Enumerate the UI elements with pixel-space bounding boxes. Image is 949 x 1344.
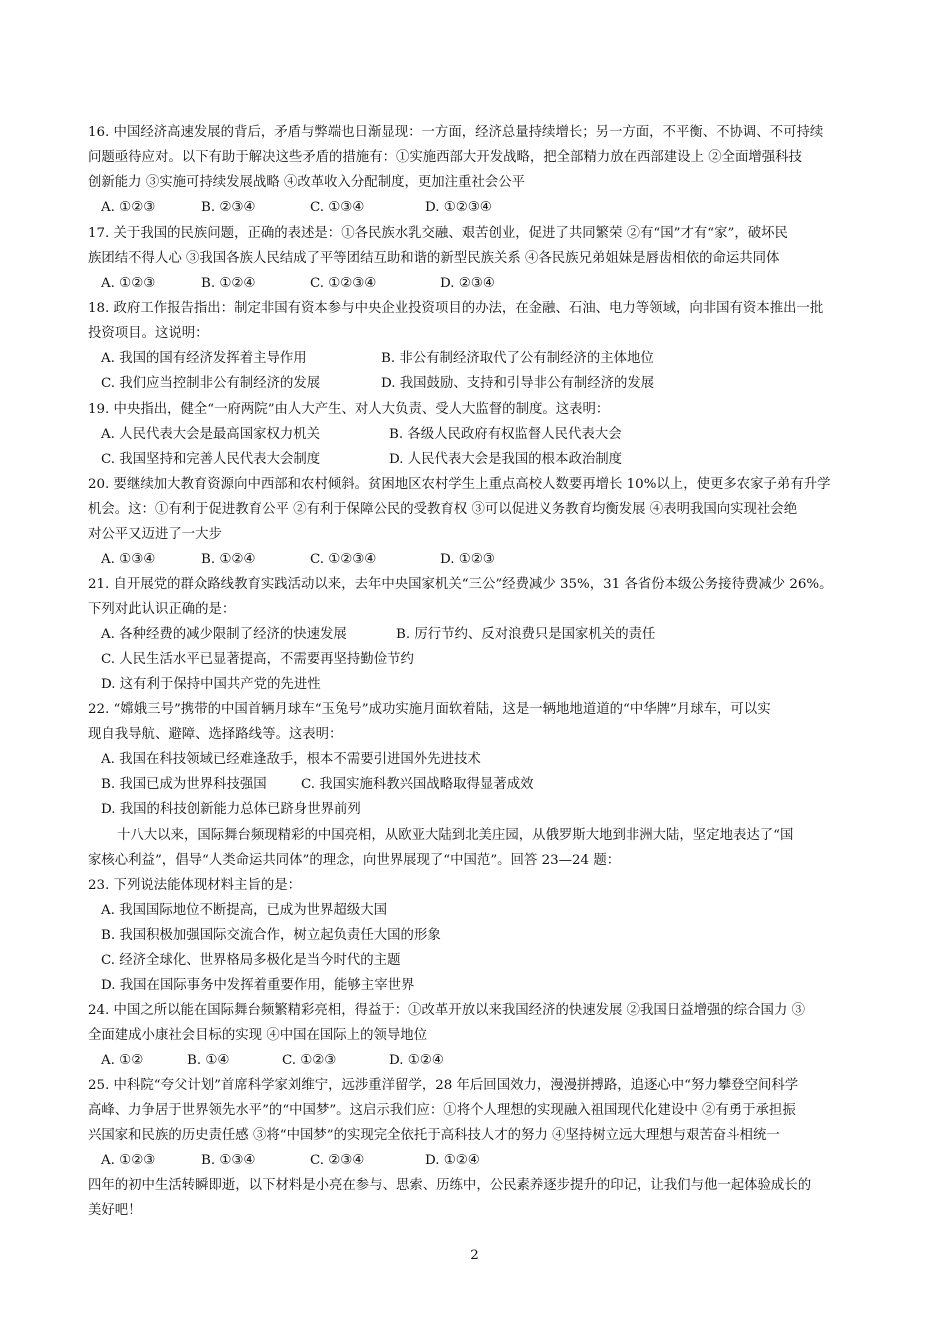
q17-option-d: D. ②③④ — [440, 276, 495, 291]
q18-option-d: D. 我国鼓励、支持和引导非公有制经济的发展 — [381, 376, 655, 391]
q23-option-a: A. 我国国际地位不断提高，已成为世界超级大国 — [101, 903, 387, 918]
q18-options-row-1 — [0, 349, 949, 369]
q20-options — [0, 550, 949, 570]
q23-option-c: C. 经济全球化、世界格局多极化是当今时代的主题 — [101, 953, 401, 968]
q19-options-row-1 — [0, 425, 949, 445]
q16-stem-line-2: 问题亟待应对。以下有助于解决这些矛盾的措施有：①实施西部大开发战略，把全部精力放在西部建设上 ②全面增强科技 — [88, 150, 802, 165]
q20-option-d: D. ①②③ — [440, 552, 495, 567]
q20-option-c: C. ①②③④ — [310, 552, 377, 567]
q16-options — [0, 198, 949, 218]
q16-option-d: D. ①②③④ — [425, 200, 492, 215]
q19-option-a: A. 人民代表大会是最高国家权力机关 — [101, 427, 321, 442]
q25-options — [0, 1151, 949, 1171]
q17-stem-line-1: 17. 关于我国的民族问题，正确的表述是：①各民族水乳交融、艰苦创业，促进了共同繁荣 ②有“国”才有“家”，破坏民 — [88, 226, 788, 241]
intro-line-1: 四年的初中生活转瞬即逝，以下材料是小亮在参与、思索、历练中，公民素养逐步提升的印记，让我们与他一起体验成长的 — [88, 1178, 812, 1193]
q21-option-b: B. 厉行节约、反对浪费只是国家机关的责任 — [396, 627, 656, 642]
q25-stem-line-2: 高峰、力争居于世界领先水平”的“中国梦”。这启示我们应：①将个人理想的实现融入祖国现代化建设中 ②有勇于承担振 — [88, 1103, 796, 1118]
q21-option-d: D. 这有利于保持中国共产党的先进性 — [101, 677, 321, 692]
q24-options — [0, 1051, 949, 1071]
q18-option-b: B. 非公有制经济取代了公有制经济的主体地位 — [381, 351, 654, 366]
q20-option-b: B. ①②④ — [201, 552, 256, 567]
q19-stem-line-1: 19. 中央指出，健全“一府两院”由人大产生、对人大负责、受人大监督的制度。这表明： — [88, 402, 610, 417]
q24-option-d: D. ①②④ — [389, 1053, 444, 1068]
q22-options-row-2 — [0, 775, 949, 795]
q17-options — [0, 274, 949, 294]
page-number: 2 — [470, 1248, 479, 1263]
q25-option-d: D. ①②④ — [425, 1153, 480, 1168]
q16-option-a: A. ①②③ — [101, 200, 156, 215]
q20-stem-line-1: 20. 要继续加大教育资源向中西部和农村倾斜。贫困地区农村学生上重点高校人数要再增长 10%以上，使更多农家子弟有升学 — [88, 477, 831, 492]
q19-options-row-2 — [0, 450, 949, 470]
q25-stem-line-3: 兴国家和民族的历史责任感 ③将“中国梦”的实现完全依托于高科技人才的努力 ④坚持树立远大理想与艰苦奋斗相统一 — [88, 1128, 780, 1143]
q25-option-a: A. ①②③ — [101, 1153, 156, 1168]
q24-option-c: C. ①②③ — [282, 1053, 337, 1068]
q20-stem-line-3: 对公平又迈进了一大步 — [88, 527, 222, 542]
material-line-2: 家核心利益”，倡导“人类命运共同体”的理念，向世界展现了“中国范”。回答 23—24 题： — [88, 853, 621, 868]
q24-option-a: A. ①② — [101, 1053, 144, 1068]
q16-option-b: B. ②③④ — [201, 200, 256, 215]
q17-option-c: C. ①②③④ — [310, 276, 377, 291]
q24-option-b: B. ①④ — [187, 1053, 230, 1068]
material-line-1: 十八大以来，国际舞台频现精彩的中国亮相，从欧亚大陆到北美庄园，从俄罗斯大地到非洲大陆，坚定地表达了“国 — [117, 828, 794, 843]
q17-stem-line-2: 族团结不得人心 ③我国各族人民结成了平等团结互助和谐的新型民族关系 ④各民族兄弟姐妹是唇齿相依的命运共同体 — [88, 251, 780, 266]
q18-options-row-2 — [0, 374, 949, 394]
q23-option-d: D. 我国在国际事务中发挥着重要作用，能够主宰世界 — [101, 978, 415, 993]
q21-stem-line-1: 21. 自开展党的群众路线教育实践活动以来，去年中央国家机关“三公”经费减少 35%，31 各省份本级公务接待费减少 26%。 — [88, 577, 833, 592]
q22-option-b: B. 我国已成为世界科技强国 — [101, 777, 267, 792]
q18-stem-line-2: 投资项目。这说明： — [88, 326, 209, 341]
q20-stem-line-2: 机会。这：①有利于促进教育公平 ②有利于保障公民的受教育权 ③可以促进义务教育均衡发展 ④表明我国向实现社会绝 — [88, 502, 798, 517]
q19-option-b: B. 各级人民政府有权监督人民代表大会 — [389, 427, 622, 442]
q25-option-b: B. ①③④ — [201, 1153, 256, 1168]
q19-option-c: C. 我国坚持和完善人民代表大会制度 — [101, 452, 321, 467]
q21-option-a: A. 各种经费的减少限制了经济的快速发展 — [101, 627, 347, 642]
q17-option-b: B. ①②④ — [201, 276, 256, 291]
q22-stem-line-2: 现自我导航、避障、选择路线等。这表明： — [88, 727, 343, 742]
q23-stem-line-1: 23. 下列说法能体现材料主旨的是： — [88, 878, 302, 893]
q17-option-a: A. ①②③ — [101, 276, 156, 291]
q16-stem-line-3: 创新能力 ③实施可持续发展战略 ④改革收入分配制度，更加注重社会公平 — [88, 175, 526, 190]
q22-option-d: D. 我国的科技创新能力总体已跻身世界前列 — [101, 802, 361, 817]
q19-option-d: D. 人民代表大会是我国的根本政治制度 — [389, 452, 623, 467]
q18-stem-line-1: 18. 政府工作报告指出：制定非国有资本参与中央企业投资项目的办法，在金融、石油、电力等领域，向非国有资本推出一批 — [88, 301, 824, 316]
intro-line-2: 美好吧！ — [88, 1203, 142, 1218]
q20-option-a: A. ①③④ — [101, 552, 156, 567]
q22-stem-line-1: 22. “嫦娥三号”携带的中国首辆月球车“玉兔号”成功实施月面软着陆，这是一辆地地道道的“中华牌”月球车，可以实 — [88, 702, 771, 717]
q16-option-c: C. ①③④ — [310, 200, 365, 215]
q24-stem-line-2: 全面建成小康社会目标的实现 ④中国在国际上的领导地位 — [88, 1028, 428, 1043]
q18-option-a: A. 我国的国有经济发挥着主导作用 — [101, 351, 307, 366]
q22-option-c: C. 我国实施科教兴国战略取得显著成效 — [301, 777, 534, 792]
q23-option-b: B. 我国积极加强国际交流合作，树立起负责任大国的形象 — [101, 928, 441, 943]
q21-option-c: C. 人民生活水平已显著提高，不需要再坚持勤俭节约 — [101, 652, 414, 667]
q25-option-c: C. ②③④ — [310, 1153, 365, 1168]
q22-option-a: A. 我国在科技领域已经难逢敌手，根本不需要引进国外先进技术 — [101, 752, 481, 767]
q25-stem-line-1: 25. 中科院“夸父计划”首席科学家刘维宁，远涉重洋留学，28 年后回国效力，漫漫拼搏路，追逐心中“努力攀登空间科学 — [88, 1078, 799, 1093]
q21-options-row-1 — [0, 625, 949, 645]
q24-stem-line-1: 24. 中国之所以能在国际舞台频繁精彩亮相，得益于：①改革开放以来我国经济的快速发展 ②我国日益增强的综合国力 ③ — [88, 1003, 805, 1018]
q21-stem-line-2: 下列对此认识正确的是： — [88, 602, 236, 617]
q18-option-c: C. 我们应当控制非公有制经济的发展 — [101, 376, 321, 391]
q16-stem-line-1: 16. 中国经济高速发展的背后，矛盾与弊端也日渐显现：一方面，经济总量持续增长；另一方面，不平衡、不协调、不可持续 — [88, 125, 824, 140]
